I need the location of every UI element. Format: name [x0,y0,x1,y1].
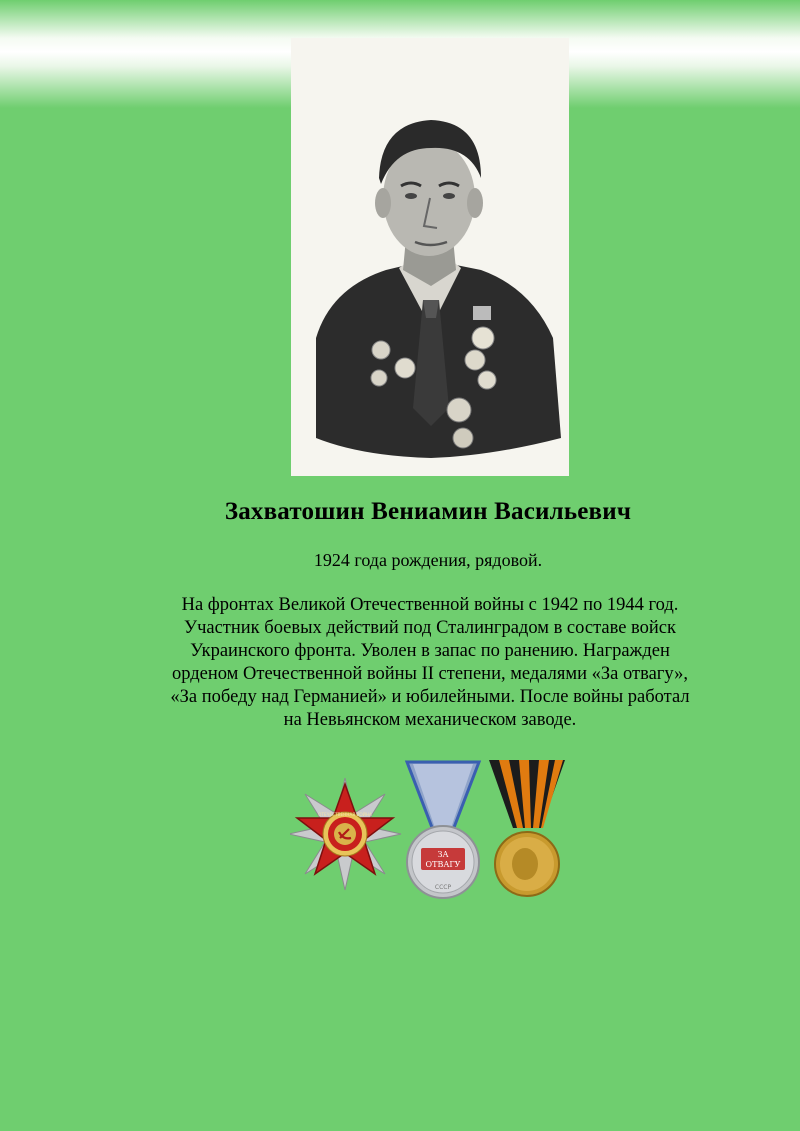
biography [110,594,750,732]
bio-line: «За победу над Германией» и юбилейными. После войны работал [170,687,690,707]
order-patriotic-war-icon [290,778,401,890]
bravery-line1: ЗА [437,850,449,859]
bio-line: орденом Отечественной войны II степени, медалями «За отвагу», [172,664,688,684]
bravery-bottom: СССР [434,884,452,891]
bio-line: На фронтах Великой Отечественной войны с 1942 по 1944 год. [181,595,679,615]
order-ring-text: ОТЕЧЕСТВЕННАЯ ВОЙНА [318,812,372,817]
awards-row [290,756,580,906]
portrait-photo [291,38,569,476]
birth-info: 1924 года рождения, рядовой. [313,550,543,570]
person-name: Захватошин Вениамин Васильевич [224,498,632,525]
medal-victory-germany-icon [489,760,565,896]
medal-for-bravery-icon [407,762,479,898]
bio-line: Участник боевых действий под Сталинградом в составе войск [183,618,677,638]
bravery-line2: ОТВАГУ [425,860,461,869]
bio-line: на Невьянском механическом заводе. [283,710,577,730]
bio-line: Украинского фронта. Уволен в запас по ранению. Награжден [190,641,670,661]
